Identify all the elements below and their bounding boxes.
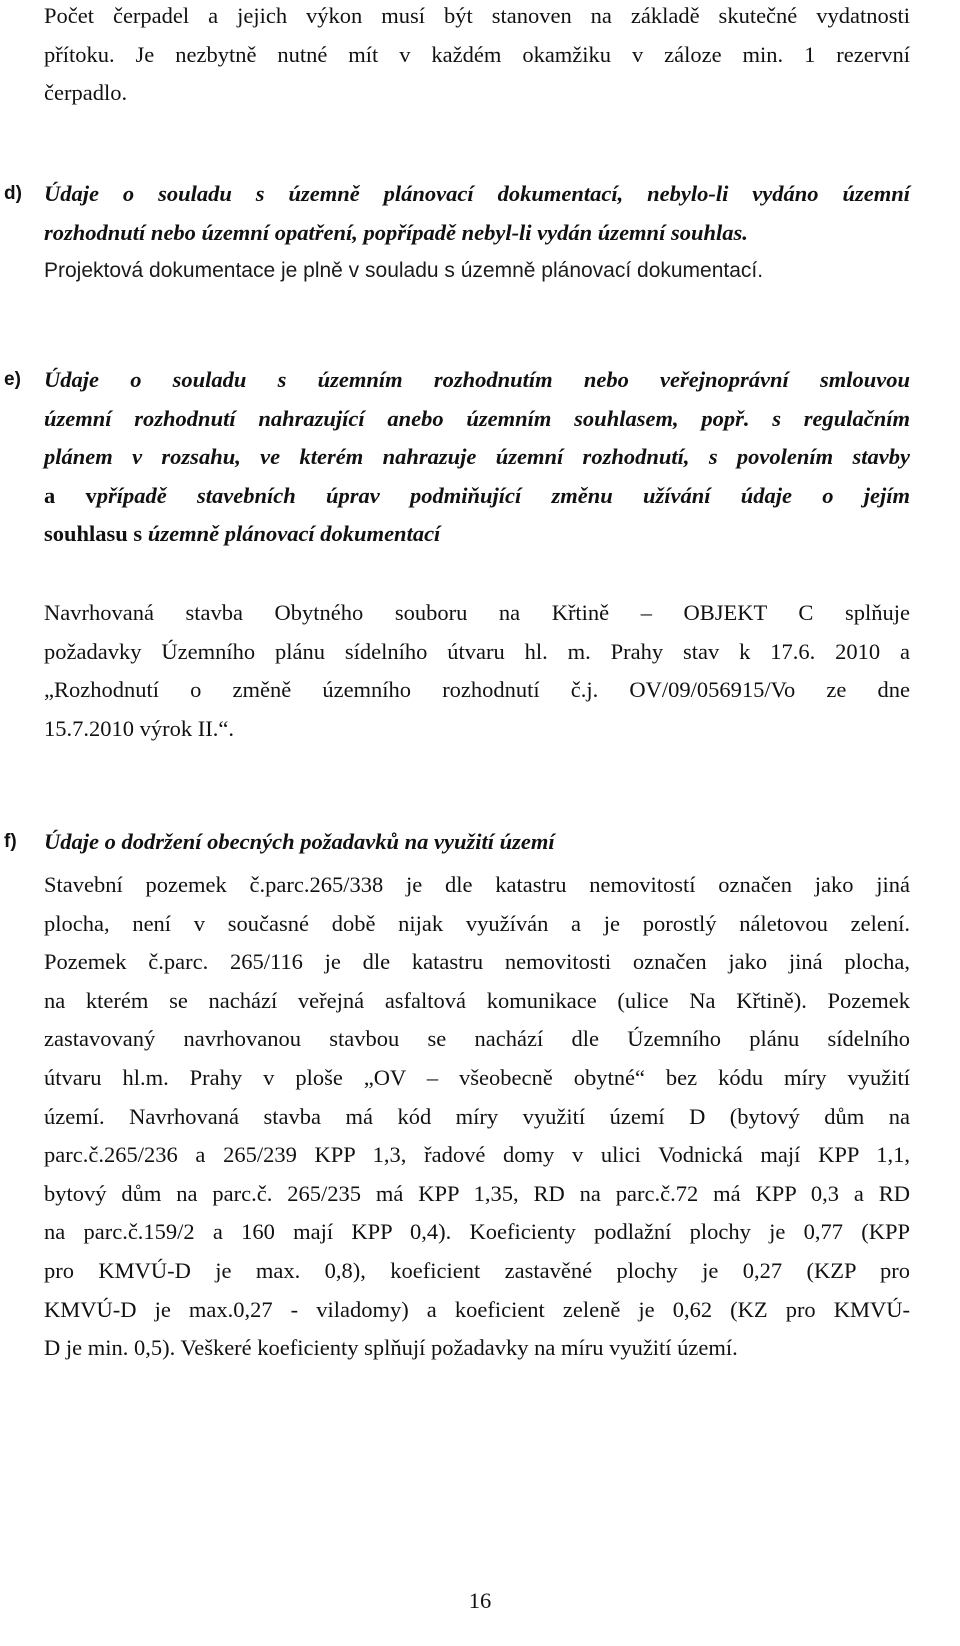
section-letter: f) xyxy=(4,831,17,852)
text-line: Navrhovaná stavba Obytného souboru na Křtině – OBJEKT C splňuje xyxy=(44,600,910,625)
text-line: plocha, není v současné době nijak využíván a je porostlý náletovou zelení. xyxy=(44,910,910,936)
heading-line: Údaje o souladu s územně plánovací dokumentací, nebylo-li vydáno územní xyxy=(44,181,910,206)
heading-line xyxy=(44,515,910,554)
heading-line: plánem v rozsahu, ve kterém nahrazuje územní rozhodnutí, s povolením stavby xyxy=(44,444,910,470)
heading-line: Údaje o souladu s územním rozhodnutím nebo veřejnoprávní smlouvou xyxy=(44,367,910,392)
text-line: čerpadlo. xyxy=(44,80,128,106)
section-d-heading xyxy=(44,175,910,252)
text-line: pro KMVÚ-D je max. 0,8), koeficient zastavěné plochy je 0,27 (KZP pro xyxy=(44,1257,910,1283)
text-line: na kterém se nachází veřejná asfaltová komunikace (ulice Na Křtině). Pozemek xyxy=(44,987,910,1013)
text-line: bytový dům na parc.č. 265/235 má KPP 1,35, RD na parc.č.72 má KPP 0,3 a RD xyxy=(44,1180,910,1206)
text-line: KMVÚ-D je max.0,27 - viladomy) a koeficient zeleně je 0,62 (KZ pro KMVÚ- xyxy=(44,1296,910,1322)
heading-line: územní rozhodnutí nahrazující anebo územním souhlasem, popř. s regulačním xyxy=(44,405,910,431)
heading-line: rozhodnutí nebo územní opatření, popřípadě nebyl-li vydán územní souhlas. xyxy=(44,219,748,245)
section-d-body xyxy=(44,252,910,291)
section-e-heading xyxy=(44,361,910,554)
text-line: území. Navrhovaná stavba má kód míry využití území D (bytový dům na xyxy=(44,1103,910,1129)
heading-line: Údaje o dodržení obecných požadavků na využití území xyxy=(44,829,555,854)
intro-paragraph xyxy=(44,0,910,113)
section-f-body xyxy=(44,866,910,1368)
text-line: Pozemek č.parc. 265/116 je dle katastru nemovitosti označen jako jiná plocha, xyxy=(44,949,910,975)
heading-line-rest: územně plánovací dokumentací xyxy=(147,521,441,547)
text-line: Počet čerpadel a jejich výkon musí být stanoven na základě skutečné vydatnosti xyxy=(44,3,910,28)
text-line: na parc.č.159/2 a 160 mají KPP 0,4). Koeficienty podlažní plochy je 0,77 (KPP xyxy=(44,1219,910,1245)
text-line: „Rozhodnutí o změně územního rozhodnutí č.j. OV/09/056915/Vo ze dne xyxy=(44,677,910,703)
text-line: parc.č.265/236 a 265/239 KPP 1,3, řadové domy v ulici Vodnická mají KPP 1,1, xyxy=(44,1142,910,1168)
heading-line-rest: případě stavebních úprav podmiňující změnu užívání údaje o jejím xyxy=(96,482,910,508)
page-number: 16 xyxy=(468,1588,492,1613)
section-f-heading xyxy=(44,823,910,862)
text-line: Projektová dokumentace je plně v souladu s územně plánovací dokumentací. xyxy=(44,259,764,282)
text-line: Stavební pozemek č.parc.265/338 je dle katastru nemovitostí označen jako jiná xyxy=(44,872,910,897)
text-line: D je min. 0,5). Veškeré koeficienty splňují požadavky na míru využití území. xyxy=(44,1335,738,1361)
section-letter: e) xyxy=(4,369,21,390)
text-line: přítoku. Je nezbytně nutné mít v každém okamžiku v záloze min. 1 rezervní xyxy=(44,41,910,67)
text-line: 15.7.2010 výrok II.“. xyxy=(44,715,234,741)
section-e-body xyxy=(44,594,910,748)
heading-line-prefix: souhlasu s xyxy=(44,521,143,547)
text-line: útvaru hl.m. Prahy v ploše „OV – všeobecně obytné“ bez kódu míry využití xyxy=(44,1064,910,1090)
heading-line xyxy=(44,477,910,516)
text-line: zastavovaný navrhovanou stavbou se nachází dle Územního plánu sídelního xyxy=(44,1026,910,1052)
section-letter: d) xyxy=(4,183,22,204)
text-line: požadavky Územního plánu sídelního útvaru hl. m. Prahy stav k 17.6. 2010 a xyxy=(44,638,910,664)
heading-line-prefix: a v xyxy=(44,482,97,508)
